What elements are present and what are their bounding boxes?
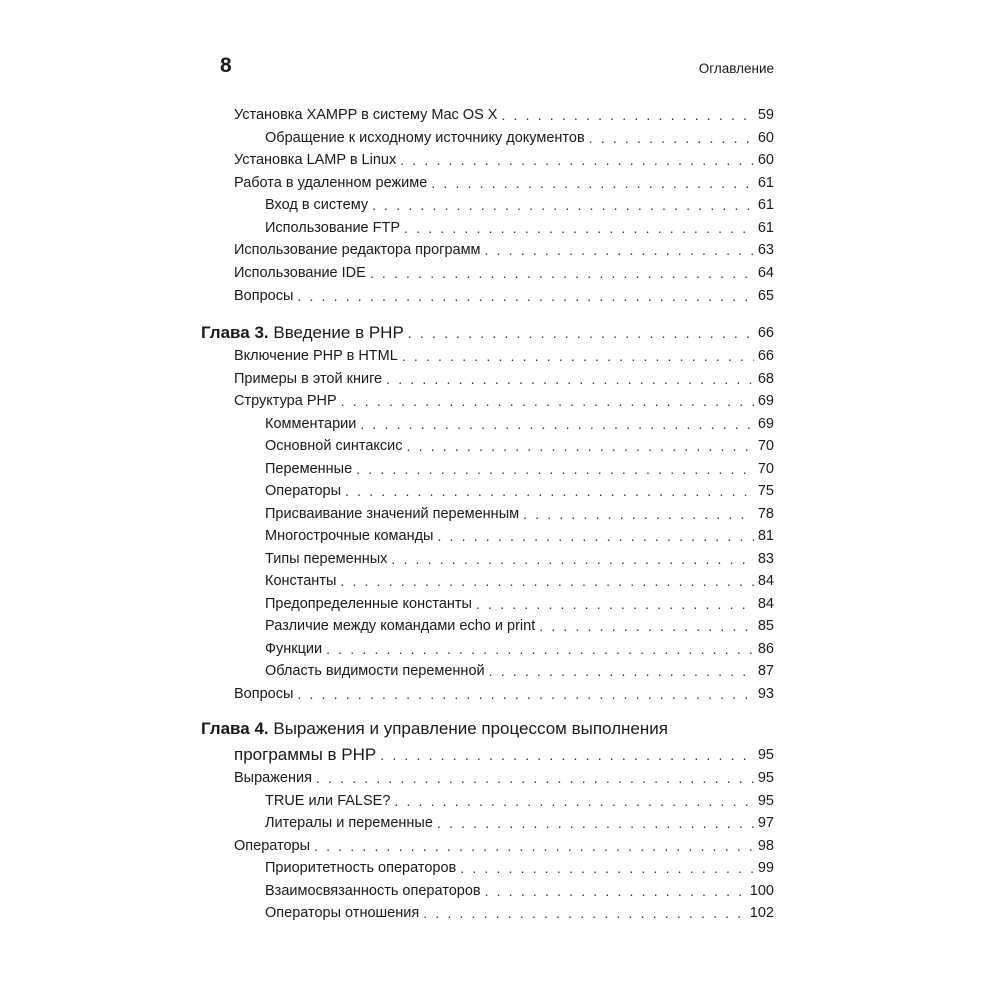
dot-leader [402, 347, 754, 365]
dot-leader [437, 814, 754, 832]
toc-entry-title: Использование FTP [265, 220, 401, 236]
toc-entry[interactable] [234, 765, 774, 787]
toc-entry-title: Использование редактора программ [234, 242, 481, 258]
toc-entry[interactable] [265, 900, 774, 922]
dot-leader [589, 129, 754, 147]
dot-leader [489, 662, 754, 680]
toc-entry[interactable] [234, 260, 774, 282]
toc-entry-title: Вопросы [234, 686, 294, 702]
toc-entry[interactable] [265, 433, 774, 455]
toc-entry-title: TRUE или FALSE? [265, 793, 391, 809]
toc-entry[interactable] [234, 102, 774, 124]
chapter-name: Введение в PHP [273, 323, 404, 342]
toc-entry-title: Предопределенные константы [265, 596, 472, 612]
toc-entry[interactable] [234, 833, 774, 855]
toc-entry-page: 85 [757, 618, 774, 634]
toc-entry-title: Типы переменных [265, 551, 388, 567]
toc-entry-page: 63 [757, 242, 774, 258]
toc-entry[interactable] [265, 636, 774, 658]
dot-leader [485, 241, 754, 259]
dot-leader [360, 415, 754, 433]
dot-leader [316, 769, 754, 787]
chapter-name-line2: программы в PHP [234, 745, 377, 764]
toc-entry[interactable] [234, 283, 774, 305]
toc-entry-page: 97 [757, 815, 774, 831]
dot-leader [400, 151, 754, 169]
toc-entry[interactable] [265, 878, 774, 900]
toc-entry-page: 100 [749, 883, 774, 899]
toc-entry-page: 66 [757, 348, 774, 364]
toc-entry-title: Приоритетность операторов [265, 860, 457, 876]
toc-entry-page: 70 [757, 461, 774, 477]
dot-leader [431, 174, 754, 192]
dot-leader [408, 323, 754, 343]
chapter-label: Глава 4. [201, 719, 269, 738]
toc-entry-page: 69 [757, 416, 774, 432]
dot-leader [340, 572, 753, 590]
chapter-name-line1: Выражения и управление процессом выполнения [273, 719, 668, 738]
dot-leader [345, 482, 754, 500]
toc-entry-page: 70 [757, 438, 774, 454]
toc-entry-title: Литералы и переменные [265, 815, 433, 831]
toc-entry-page: 64 [757, 265, 774, 281]
toc-entry-title: Комментарии [265, 416, 357, 432]
toc-entry-page: 61 [757, 175, 774, 191]
toc-entry[interactable] [234, 343, 774, 365]
dot-leader [476, 595, 754, 613]
toc-entry-title: Присваивание значений переменным [265, 506, 520, 522]
toc-entry[interactable] [265, 192, 774, 214]
running-head: Оглавление [698, 61, 774, 76]
toc-entry-title: Операторы [265, 483, 342, 499]
toc-entry-page: 98 [757, 838, 774, 854]
toc-entry-title: Обращение к исходному источнику документов [265, 130, 585, 146]
toc-entry-title: Установка XAMPP в систему Mac OS X [234, 107, 498, 123]
toc-entry-title: Операторы [234, 838, 311, 854]
dot-leader [370, 264, 754, 282]
toc-entry-title: Функции [265, 641, 323, 657]
toc-entry[interactable] [234, 170, 774, 192]
toc-entry[interactable] [234, 147, 774, 169]
dot-leader [423, 904, 746, 922]
dot-leader [394, 792, 753, 810]
toc-entry-title: Операторы отношения [265, 905, 420, 921]
toc-entry-page: 99 [757, 860, 774, 876]
dot-leader [314, 837, 754, 855]
toc-entry[interactable] [234, 237, 774, 259]
toc-entry[interactable] [265, 546, 774, 568]
dot-leader [297, 685, 753, 703]
toc-entry-page: 69 [757, 393, 774, 409]
toc-entry-page: 87 [757, 663, 774, 679]
toc-entry-title: Многострочные команды [265, 528, 434, 544]
dot-leader [356, 460, 754, 478]
toc-entry[interactable] [265, 613, 774, 635]
toc-entry-title: Выражения [234, 770, 312, 786]
toc-entry[interactable] [265, 591, 774, 613]
dot-leader [407, 437, 754, 455]
toc-entry-page: 59 [757, 107, 774, 123]
dot-leader [326, 640, 754, 658]
toc-entry-page: 60 [757, 152, 774, 168]
dot-leader [404, 219, 754, 237]
toc-entry[interactable] [234, 681, 774, 703]
dot-leader [386, 370, 754, 388]
dot-leader [523, 505, 754, 523]
toc-entry[interactable] [265, 855, 774, 877]
toc-entry-title: Вопросы [234, 288, 294, 304]
toc-entry[interactable] [265, 125, 774, 147]
toc-entry-page: 68 [757, 371, 774, 387]
dot-leader [460, 859, 754, 877]
toc-entry[interactable] [265, 810, 774, 832]
dot-leader [437, 527, 753, 545]
dot-leader [485, 882, 746, 900]
toc-entry-title: Различие между командами echo и print [265, 618, 536, 634]
dot-leader [380, 745, 754, 765]
toc-entry-title: Установка LAMP в Linux [234, 152, 397, 168]
toc-entry[interactable] [265, 501, 774, 523]
toc-entry-page: 95 [757, 747, 774, 763]
toc-entry-title: Переменные [265, 461, 353, 477]
dot-leader [391, 550, 753, 568]
toc-chapter-entry[interactable] [201, 321, 774, 343]
toc-entry-page: 95 [757, 770, 774, 786]
dot-leader [297, 287, 753, 305]
toc-entry[interactable] [265, 456, 774, 478]
toc-entry-page: 81 [757, 528, 774, 544]
toc-entry-page: 83 [757, 551, 774, 567]
toc-entry-title: Использование IDE [234, 265, 366, 281]
toc-entry-page: 84 [757, 573, 774, 589]
toc-entry-page: 75 [757, 483, 774, 499]
toc-entry-title: Работа в удаленном режиме [234, 175, 428, 191]
toc-entry-title: Включение PHP в HTML [234, 348, 398, 364]
toc-entry[interactable] [265, 411, 774, 433]
toc-entry[interactable] [265, 788, 774, 810]
toc-entry-page: 84 [757, 596, 774, 612]
toc-entry[interactable] [234, 388, 774, 410]
toc-chapter-entry[interactable] [234, 743, 774, 765]
toc-entry-page: 61 [757, 220, 774, 236]
toc-entry-title: Область видимости переменной [265, 663, 485, 679]
dot-leader [372, 196, 754, 214]
dot-leader [501, 106, 753, 124]
toc-entry[interactable] [265, 523, 774, 545]
toc-entry[interactable] [265, 478, 774, 500]
toc-entry-page: 95 [757, 793, 774, 809]
toc-entry[interactable] [265, 568, 774, 590]
toc-entry-title: Вход в систему [265, 197, 369, 213]
toc-entry-title: Константы [265, 573, 337, 589]
toc-entry[interactable] [265, 658, 774, 680]
toc-entry[interactable] [265, 215, 774, 237]
toc-entry[interactable] [234, 366, 774, 388]
toc-entry-page: 61 [757, 197, 774, 213]
toc-entry-title: Примеры в этой книге [234, 371, 383, 387]
toc-entry-page: 60 [757, 130, 774, 146]
toc-entry-title: Основной синтаксис [265, 438, 403, 454]
dot-leader [341, 392, 754, 410]
dot-leader [539, 617, 754, 635]
toc-entry-page: 78 [757, 506, 774, 522]
toc-entry-page: 66 [757, 325, 774, 341]
toc-entry-page: 102 [749, 905, 774, 921]
toc-chapter-title-line1[interactable] [201, 718, 668, 740]
toc-chapter-title [201, 323, 404, 343]
toc-entry-page: 93 [757, 686, 774, 702]
toc-entry-page: 65 [757, 288, 774, 304]
chapter-label: Глава 3. [201, 323, 269, 342]
toc-entry-title: Структура PHP [234, 393, 337, 409]
page-number: 8 [220, 54, 232, 77]
toc-entry-page: 86 [757, 641, 774, 657]
toc-entry-title: Взаимосвязанность операторов [265, 883, 481, 899]
